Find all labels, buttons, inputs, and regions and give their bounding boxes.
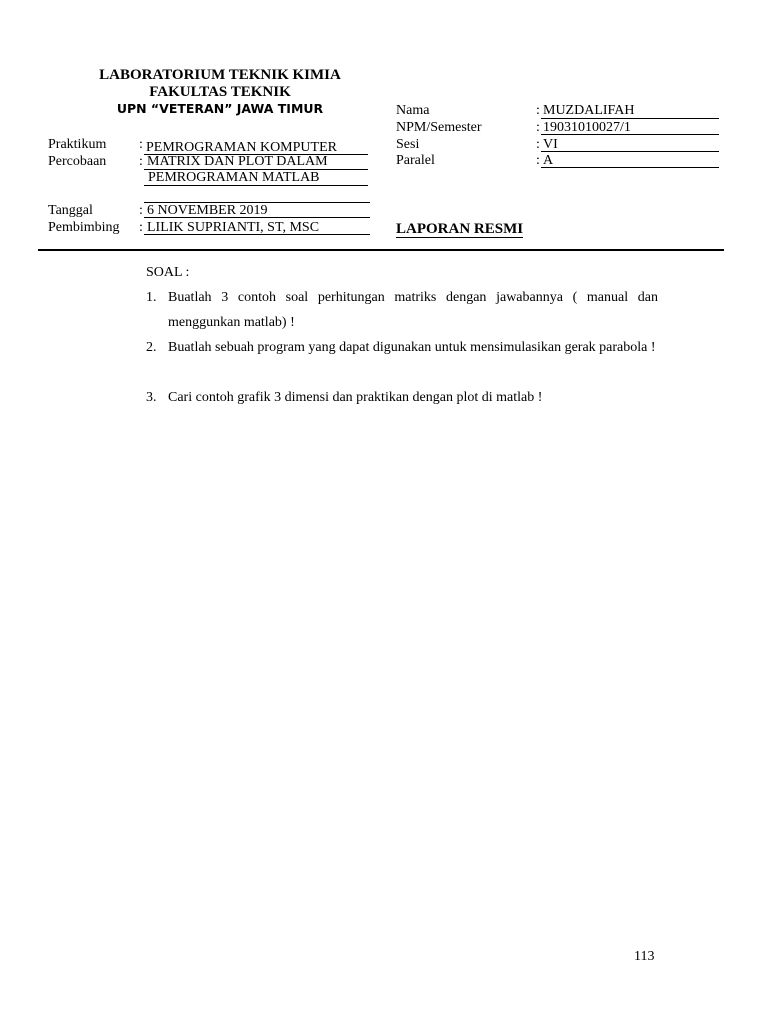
lab-title: LABORATORIUM TEKNIK KIMIA <box>99 67 341 83</box>
pembimbing-colon: : <box>139 220 143 235</box>
pembimbing-underline <box>144 234 370 235</box>
item-text: Buatlah 3 contoh soal perhitungan matriks dengan jawabannya ( manual dan menggunkan matlab) ! <box>168 290 658 330</box>
praktikum-label: Praktikum <box>48 137 107 152</box>
tanggal-underline <box>144 217 370 218</box>
nama-colon: : <box>536 103 540 118</box>
sesi-underline <box>541 151 719 152</box>
tanggal-colon: : <box>139 203 143 218</box>
header-rule <box>38 249 724 251</box>
item-number: 2. <box>146 340 157 355</box>
npm-colon: : <box>536 120 540 135</box>
percobaan-colon: : <box>139 154 143 169</box>
percobaan-value-line2: PEMROGRAMAN MATLAB <box>148 170 320 185</box>
nama-underline <box>541 118 719 119</box>
percobaan-label: Percobaan <box>48 154 107 169</box>
percobaan-value: MATRIX DAN PLOT DALAM <box>147 154 328 169</box>
praktikum-colon: : <box>139 137 143 152</box>
pembimbing-label: Pembimbing <box>48 220 120 235</box>
list-item <box>146 385 658 410</box>
tanggal-label: Tanggal <box>48 203 93 218</box>
percobaan-underline-2 <box>144 185 368 186</box>
item-number: 3. <box>146 390 157 405</box>
sesi-value: VI <box>543 137 558 152</box>
report-title: LAPORAN RESMI <box>396 221 524 237</box>
list-item <box>146 285 658 335</box>
npm-label: NPM/Semester <box>396 120 482 135</box>
page-number: 113 <box>634 949 655 964</box>
pembimbing-value: LILIK SUPRIANTI, ST, MSC <box>147 220 320 235</box>
item-number: 1. <box>146 290 157 305</box>
paralel-label: Paralel <box>396 153 435 168</box>
npm-value: 19031010027/1 <box>543 120 631 135</box>
nama-label: Nama <box>396 103 430 118</box>
sesi-label: Sesi <box>396 137 420 152</box>
paralel-colon: : <box>536 153 540 168</box>
paralel-underline <box>541 167 719 168</box>
tanggal-value: 6 NOVEMBER 2019 <box>147 203 268 218</box>
npm-underline <box>541 134 719 135</box>
item-text: Buatlah sebuah program yang dapat digunakan untuk mensimulasikan gerak parabola ! <box>168 340 656 355</box>
paralel-value: A <box>543 153 554 168</box>
nama-value: MUZDALIFAH <box>543 103 635 118</box>
faculty-title: FAKULTAS TEKNIK <box>149 84 291 100</box>
item-text: Cari contoh grafik 3 dimensi dan praktikan dengan plot di matlab ! <box>168 390 543 405</box>
soal-heading: SOAL : <box>146 265 190 280</box>
university-title: UPN “VETERAN” JAWA TIMUR <box>116 101 324 116</box>
list-item <box>146 335 658 360</box>
sesi-colon: : <box>536 137 540 152</box>
praktikum-value: PEMROGRAMAN KOMPUTER <box>146 140 337 155</box>
